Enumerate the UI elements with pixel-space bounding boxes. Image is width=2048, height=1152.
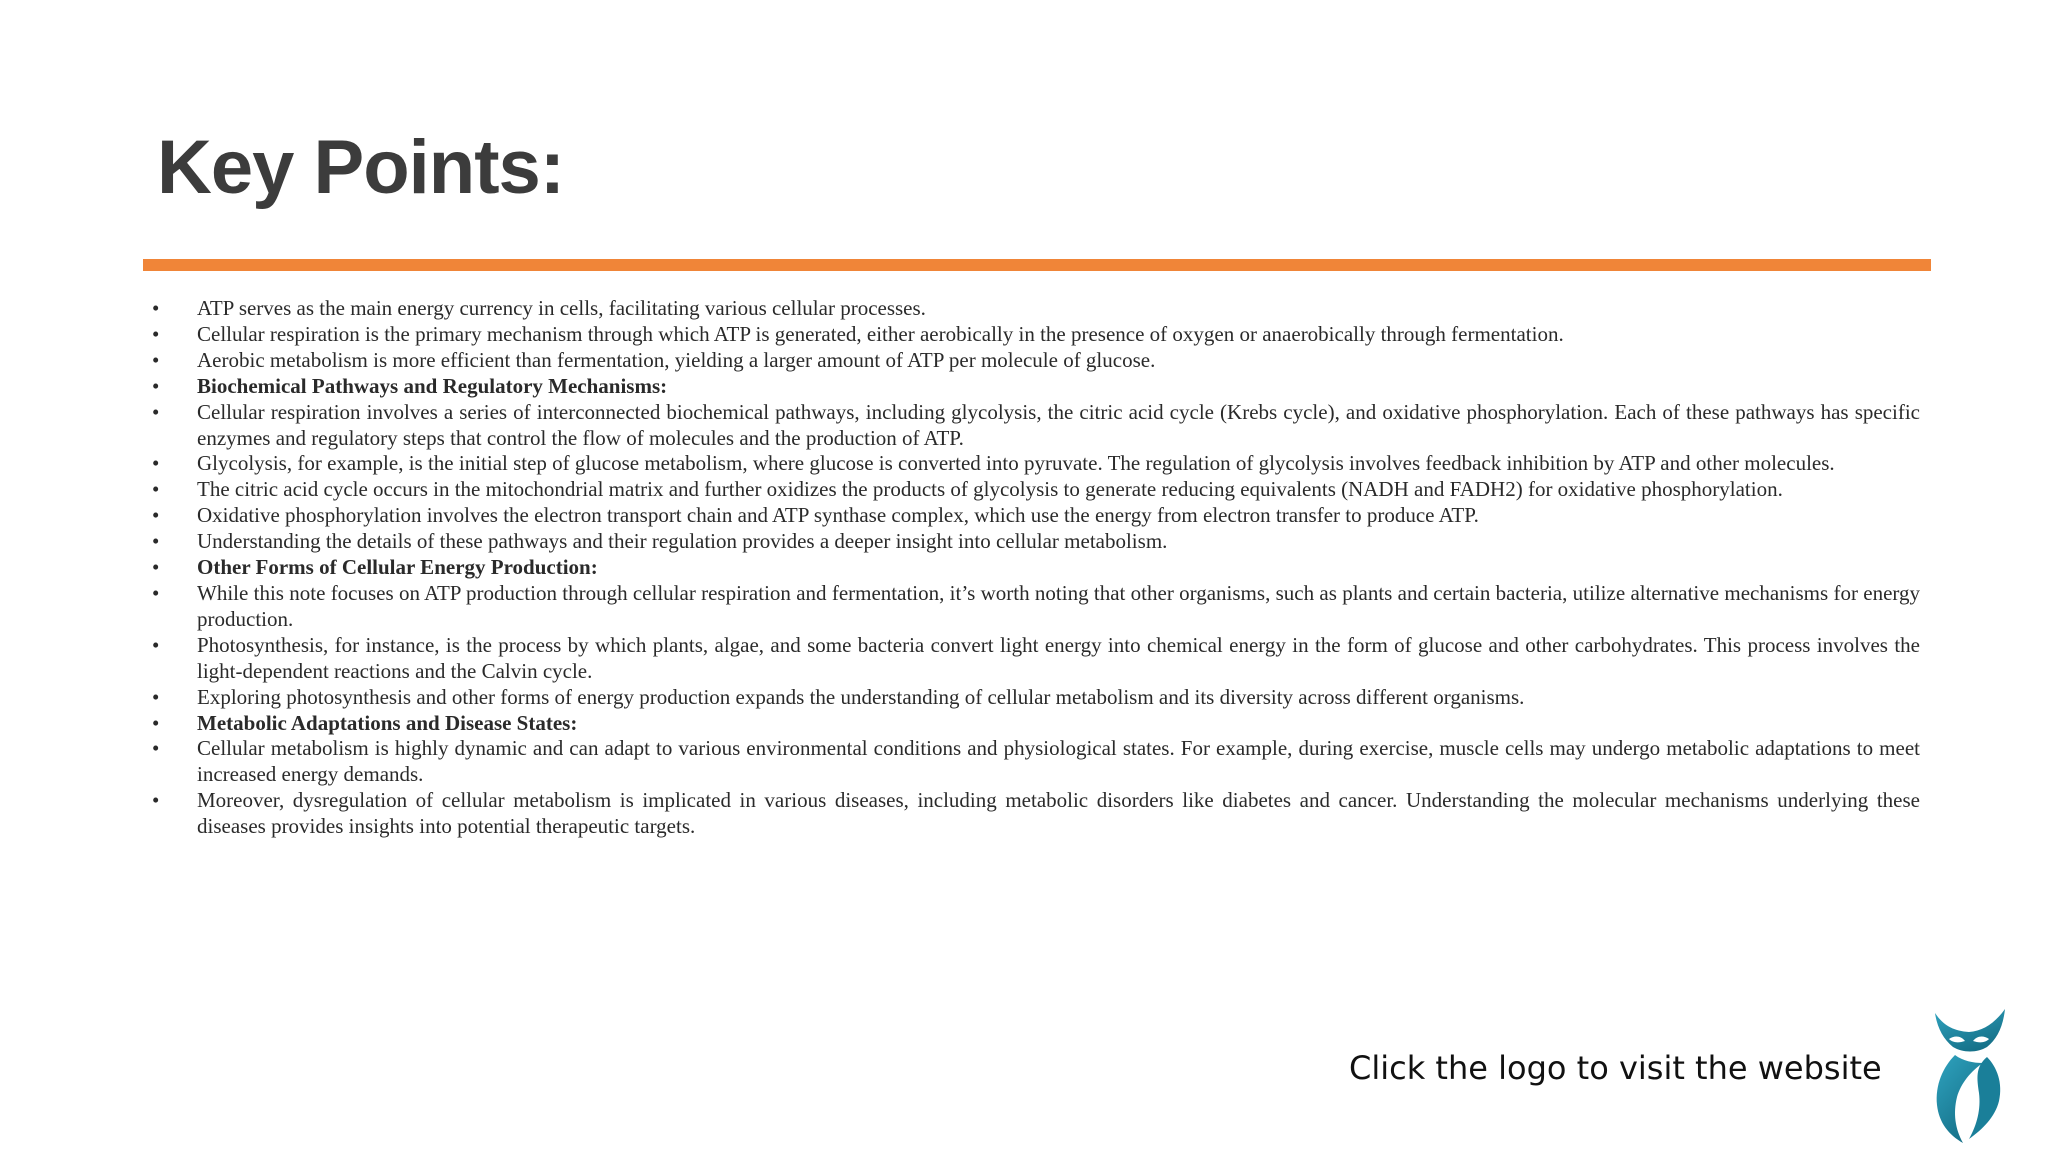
bullet-dot: • xyxy=(152,684,160,709)
bullet-item xyxy=(150,348,1920,374)
bullet-item xyxy=(150,788,1920,840)
key-points-list xyxy=(150,296,1920,840)
bullet-dot: • xyxy=(152,321,160,346)
bullet-dot: • xyxy=(152,736,160,761)
bullet-text: While this note focuses on ATP production through cellular respiration and fermentation, it’s worth noting that other organisms, such as plants and certain bacteria, utilize alternative mechanisms for energy production. xyxy=(197,580,1920,631)
bullet-dot: • xyxy=(152,477,160,502)
bullet-item xyxy=(150,503,1920,529)
bullet-text: Photosynthesis, for instance, is the process by which plants, algae, and some bacteria convert light energy into chemical energy in the form of glucose and other carbohydrates. This process involves the light-dependent reactions and the Calvin cycle. xyxy=(197,632,1920,683)
bullet-dot: • xyxy=(152,347,160,372)
bullet-text: Other Forms of Cellular Energy Production: xyxy=(197,555,598,580)
bullet-item xyxy=(150,685,1920,711)
bullet-text: Metabolic Adaptations and Disease States: xyxy=(197,710,578,735)
bullet-text: Glycolysis, for example, is the initial step of glucose metabolism, where glucose is converted into pyruvate. The regulation of glycolysis involves feedback inhibition by ATP and other molecules. xyxy=(197,451,1835,476)
bullet-text: Oxidative phosphorylation involves the electron transport chain and ATP synthase complex, which use the energy from electron transfer to produce ATP. xyxy=(197,503,1479,528)
bullet-dot: • xyxy=(152,632,160,657)
bullet-text: Biochemical Pathways and Regulatory Mechanisms: xyxy=(197,373,668,398)
bullet-item xyxy=(150,581,1920,633)
owl-logo-icon[interactable] xyxy=(1925,1005,2015,1145)
bullet-text: Cellular respiration is the primary mechanism through which ATP is generated, either aerobically in the presence of oxygen or anaerobically through fermentation. xyxy=(197,321,1564,346)
bullet-dot: • xyxy=(152,788,160,813)
bullet-dot: • xyxy=(152,451,160,476)
bullet-item xyxy=(150,529,1920,555)
bullet-item xyxy=(150,451,1920,477)
bullet-text: Understanding the details of these pathways and their regulation provides a deeper insight into cellular metabolism. xyxy=(197,529,1168,554)
footer-caption: Click the logo to visit the website xyxy=(1349,1049,1882,1087)
bullet-dot: • xyxy=(152,399,160,424)
bullet-text: Exploring photosynthesis and other forms of energy production expands the understanding of cellular metabolism and its diversity across different organisms. xyxy=(197,684,1525,709)
bullet-item xyxy=(150,296,1920,322)
bullet-text: ATP serves as the main energy currency in cells, facilitating various cellular processes. xyxy=(197,296,926,320)
bullet-dot: • xyxy=(152,503,160,528)
bullet-text: The citric acid cycle occurs in the mitochondrial matrix and further oxidizes the products of glycolysis to generate reducing equivalents (NADH and FADH2) for oxidative phosphorylation. xyxy=(197,477,1783,502)
bullet-item xyxy=(150,736,1920,788)
bullet-text: Cellular metabolism is highly dynamic and can adapt to various environmental conditions and physiological states. For example, during exercise, muscle cells may undergo metabolic adaptations to meet increased energy demands. xyxy=(197,736,1920,787)
bullet-item xyxy=(150,633,1920,685)
bullet-item xyxy=(150,477,1920,503)
slide-title: Key Points: xyxy=(157,125,565,210)
bullet-text: Cellular respiration involves a series of interconnected biochemical pathways, including glycolysis, the citric acid cycle (Krebs cycle), and oxidative phosphorylation. Each of these pathways has specific enzymes and regulatory steps that control the flow of molecules and the production of ATP. xyxy=(197,399,1920,450)
title-divider xyxy=(143,259,1931,271)
bullet-dot: • xyxy=(152,710,160,735)
section-heading-item xyxy=(150,711,1920,737)
bullet-item xyxy=(150,322,1920,348)
section-heading-item xyxy=(150,374,1920,400)
section-heading-item xyxy=(150,555,1920,581)
bullet-dot: • xyxy=(152,373,160,398)
bullet-text: Moreover, dysregulation of cellular metabolism is implicated in various diseases, including metabolic disorders like diabetes and cancer. Understanding the molecular mechanisms underlying these diseases provides insights into potential therapeutic targets. xyxy=(197,788,1920,839)
bullet-dot: • xyxy=(152,555,160,580)
bullet-dot: • xyxy=(152,580,160,605)
bullet-dot: • xyxy=(152,296,160,320)
bullet-text: Aerobic metabolism is more efficient than fermentation, yielding a larger amount of ATP per molecule of glucose. xyxy=(197,347,1156,372)
bullet-item xyxy=(150,400,1920,452)
bullet-dot: • xyxy=(152,529,160,554)
